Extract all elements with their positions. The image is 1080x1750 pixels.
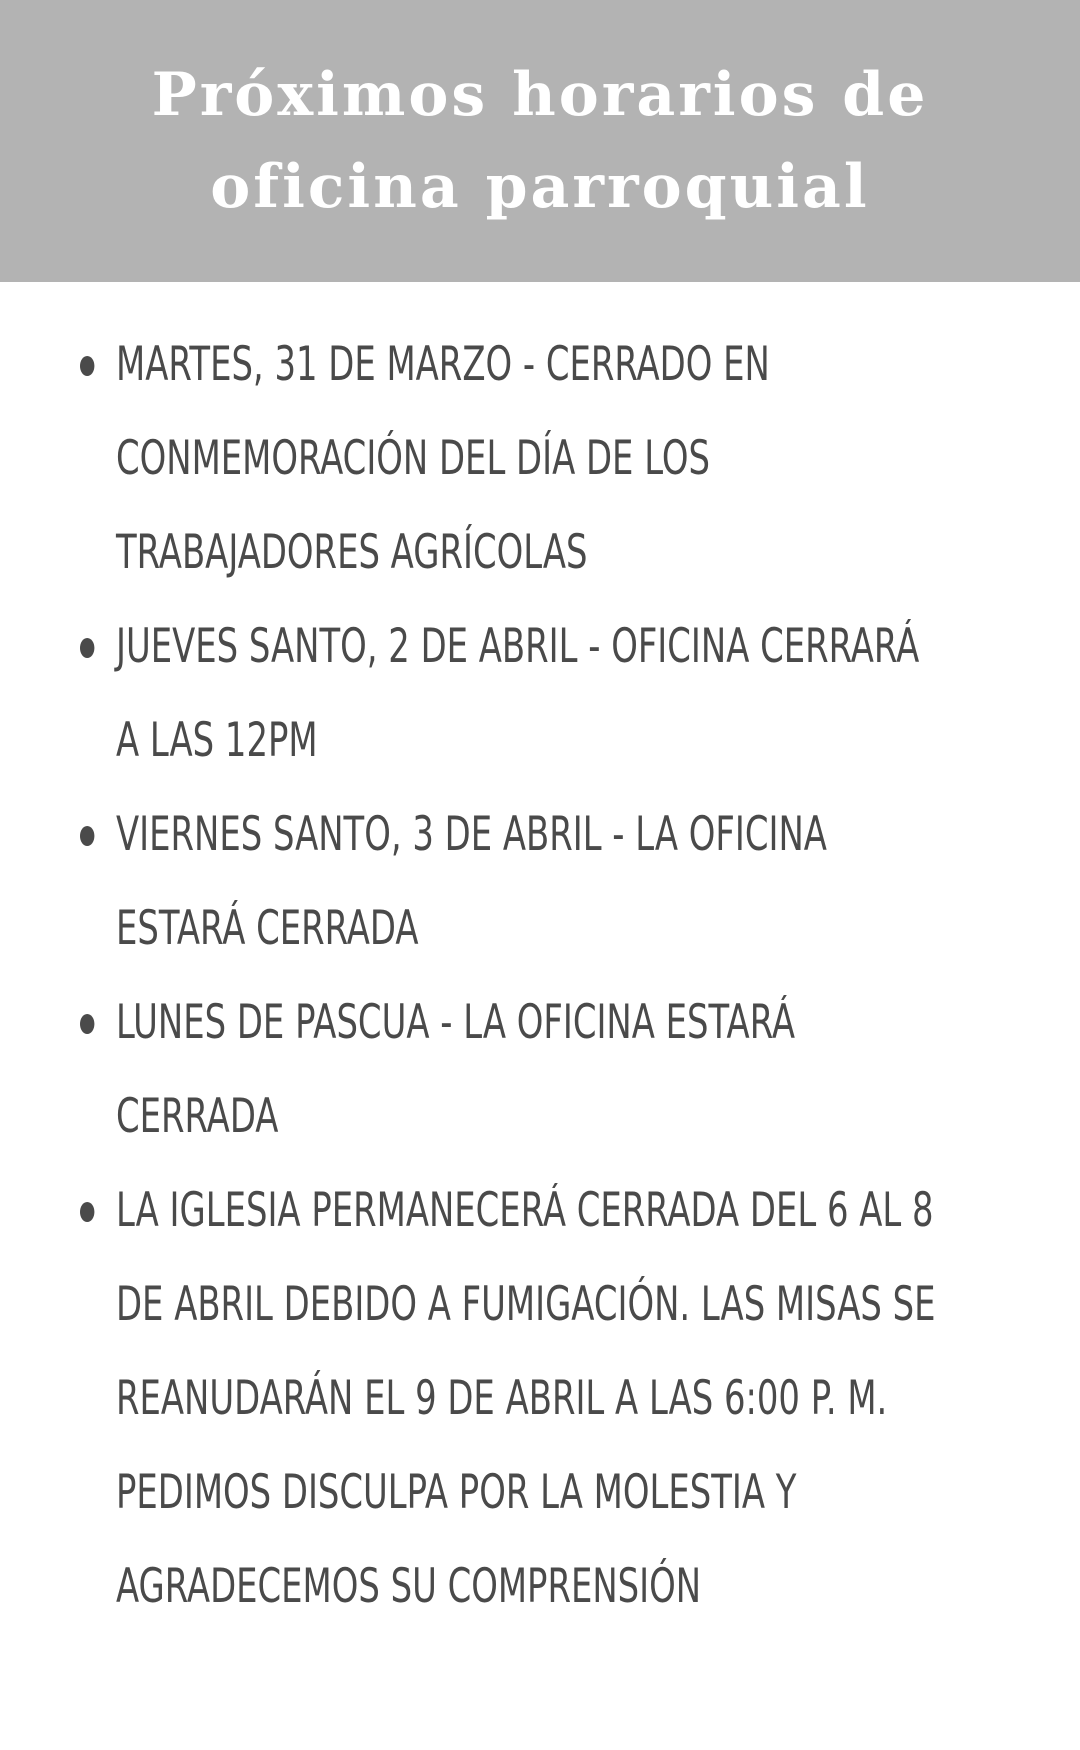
notice-text: MARTES, 31 DE MARZO - CERRADO EN CONMEMORACIÓN DEL DÍA DE LOS TRABAJADORES AGRÍCOLAS [116, 337, 770, 580]
page-title: Próximos horarios de oficina parroquial [151, 60, 929, 222]
list-item [32, 318, 968, 600]
notice-text: LA IGLESIA PERMANECERÁ CERRADA DEL 6 AL 8 DE ABRIL DEBIDO A FUMIGACIÓN. LAS MISAS SE REANUDARÁN EL 9 DE ABRIL A LAS 6:00 P. M. PEDIMOS DISCULPA POR LA MOLESTIA Y AGRADECEMOS SU COMPRENSIÓN [116, 1183, 936, 1614]
notices-section [0, 318, 1080, 1634]
bullet-icon [80, 826, 94, 846]
notice-text: JUEVES SANTO, 2 DE ABRIL - OFICINA CERRARÁ A LAS 12PM [116, 619, 920, 768]
list-item [32, 1164, 968, 1634]
list-item [32, 788, 968, 976]
header-banner [0, 0, 1080, 282]
bullet-icon [80, 356, 94, 376]
bullet-icon [80, 1202, 94, 1222]
notice-text: VIERNES SANTO, 3 DE ABRIL - LA OFICINA ESTARÁ CERRADA [116, 807, 827, 956]
notices-list [0, 318, 1080, 1634]
bullet-icon [80, 1014, 94, 1034]
list-item [32, 976, 968, 1164]
notice-text: LUNES DE PASCUA - LA OFICINA ESTARÁ CERRADA [116, 995, 796, 1144]
list-item [32, 600, 968, 788]
bullet-icon [80, 638, 94, 658]
